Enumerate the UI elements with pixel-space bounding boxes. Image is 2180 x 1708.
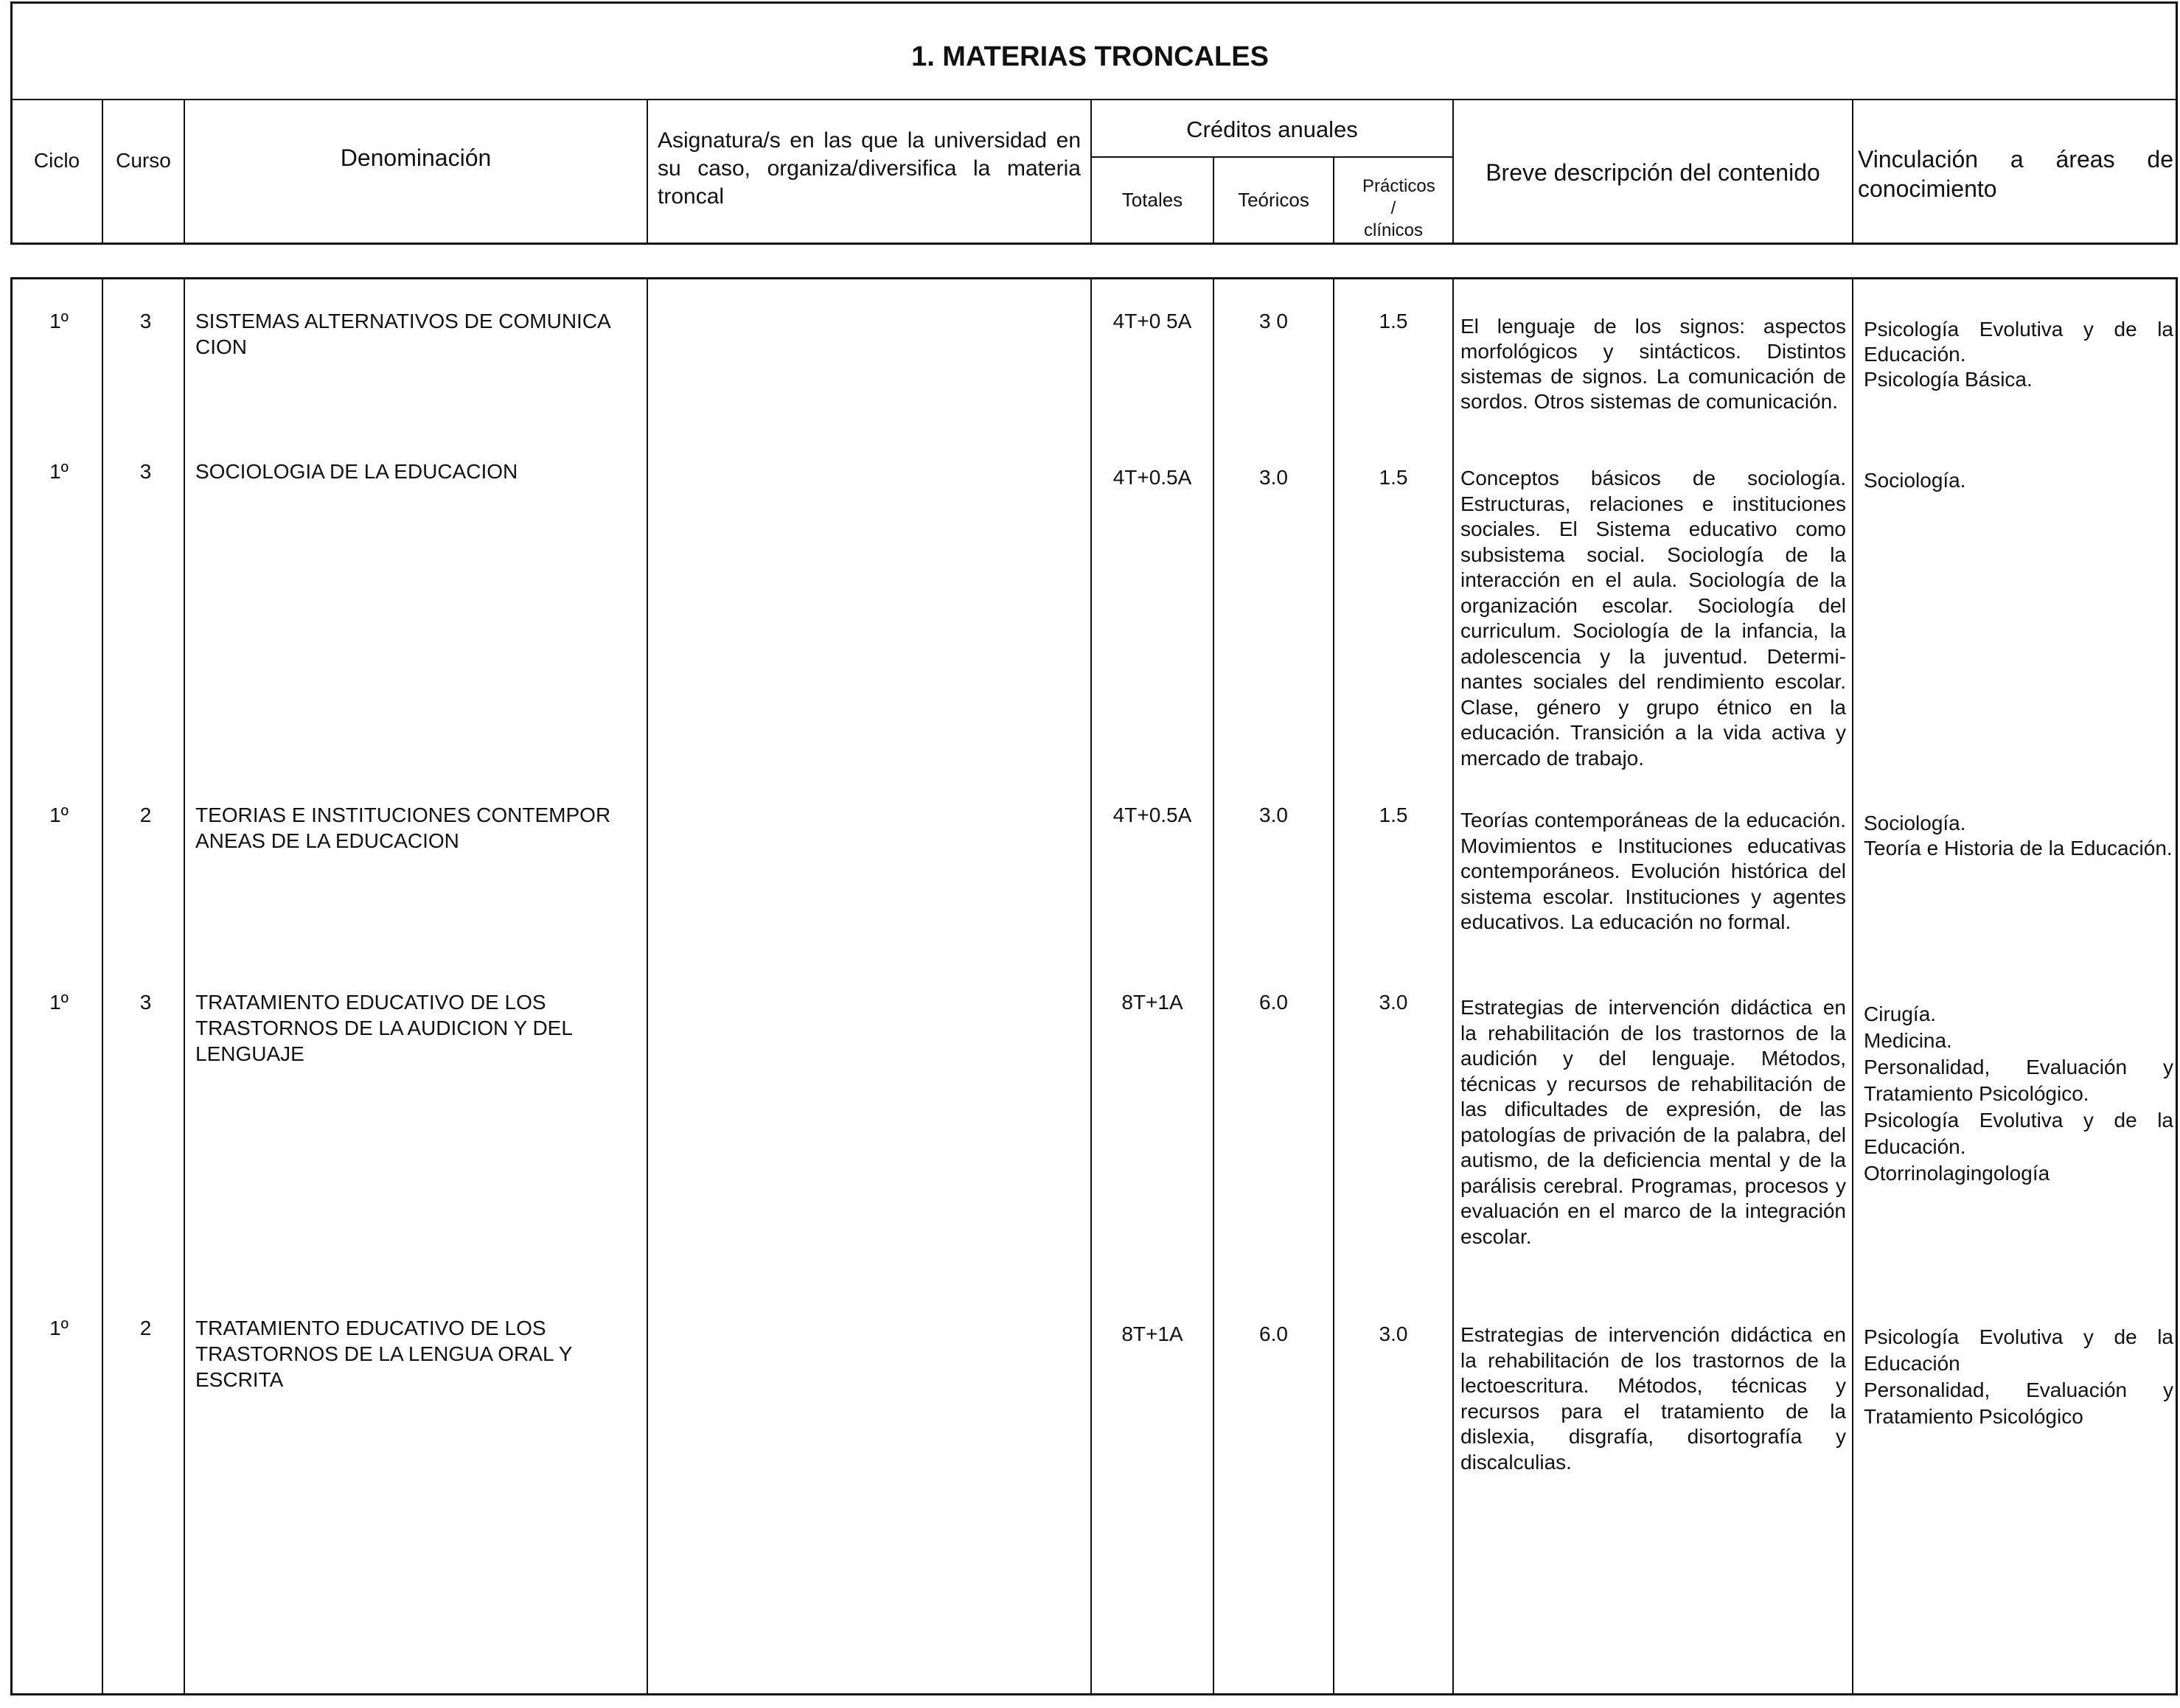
header-vinculacion: Vinculación a áreas de conocimiento [1858,146,2173,202]
cell-practicos: 1.5 [1379,466,1408,489]
vinculacion-item: Cirugía. [1864,1003,1937,1025]
header-practicos: Prácticos / clínicos [1362,176,1435,240]
cell-descripcion: Estrategias de intervención didáctica en la rehabilitación de los trastornos de la audición y del lenguaje. Métodos, técnicas y recursos de rehabilitación de las dificultades de expresión, de las patologías de privación de la palabra, del autismo, de la deficiencia mental y de la parálisis cerebral. Programas, procesos y evaluación en el marco de la integración escolar. [1460,996,1846,1248]
cell-totales: 4T+0.5A [1112,804,1192,826]
cell-descripcion: Conceptos básicos de sociología. Estructuras, relaciones e instituciones sociales. El Sistema educativo como subsistema social. Sociología de la interacción en el aula. Sociología de la organización escolar. Sociología del curriculum. Sociología de la infancia, la adolescencia y la juventud. Determi-nantes sociales del rendimiento escolar. Clase, género y grupo étnico en la educación. Transición a la vida activa y mercado de trabajo. [1460,467,1846,770]
col-divider [184,277,185,1695]
cell-vinculacion [1864,811,2173,861]
vinculacion-item: Otorrinolagingología [1864,1162,2050,1185]
col-divider [647,277,648,1695]
cell-vinculacion [1864,467,2173,493]
header-ciclo: Ciclo [33,149,80,172]
cell-totales: 8T+1A [1121,1322,1183,1345]
cell-denominacion: TEORIAS E INSTITUCIONES CONTEMPORANEAS DE LA EDUCACION [195,804,611,852]
cell-vinculacion [1864,1001,2173,1187]
col-divider [184,99,185,243]
cell-practicos: 1.5 [1379,310,1408,332]
col-divider [1852,99,1853,243]
cell-denominacion: SISTEMAS ALTERNATIVOS DE COMUNICACION [195,310,611,358]
cell-denominacion: TRATAMIENTO EDUCATIVO DE LOS TRASTORNOS DE LA AUDICION Y DEL LENGUAJE [195,991,572,1065]
cell-totales: 4T+0.5A [1112,466,1192,489]
cell-ciclo: 1º [49,1317,69,1339]
header-teoricos: Teóricos [1238,189,1309,211]
cell-ciclo: 1º [49,804,69,826]
vinculacion-item: Personalidad, Evaluación y Tratamiento Psicológico. [1864,1056,2173,1105]
header-creditos: Créditos anuales [1186,116,1358,142]
cell-practicos: 3.0 [1379,1322,1408,1345]
cell-practicos: 1.5 [1379,804,1408,826]
cell-ciclo: 1º [49,460,69,483]
vinculacion-item: Teoría e Historia de la Educación. [1864,837,2173,860]
creditos-divider [1090,156,1452,158]
header-curso: Curso [116,149,171,172]
vinculacion-item: Psicología Evolutiva y de la Educación. [1864,318,2173,366]
cell-ciclo: 1º [49,310,69,332]
cell-totales: 8T+1A [1121,991,1183,1014]
vinculacion-item: Psicología Evolutiva y de la Educación. [1864,1109,2173,1158]
vinculacion-item: Sociología. [1864,812,1966,834]
cell-ciclo: 1º [49,991,69,1014]
cell-teoricos: 3.0 [1259,804,1288,826]
col-divider [1852,277,1853,1695]
cell-vinculacion [1864,1324,2173,1430]
cell-descripcion: Estrategias de intervención didáctica en la rehabilitación de los trastornos de la lectoescritura. Métodos, técnicas y recursos para el tratamiento de la dislexia, disgrafía, disortografía y discalculias. [1460,1323,1846,1474]
cell-curso: 2 [139,1317,152,1339]
header-descripcion: Breve descripción del contenido [1486,159,1820,186]
header-denominacion: Denominación [340,144,492,171]
vinculacion-item: Sociología. [1864,469,1966,492]
cell-teoricos: 6.0 [1259,991,1288,1014]
header-totales: Totales [1121,189,1183,211]
page-title: 1. MATERIAS TRONCALES [911,41,1269,72]
cell-totales: 4T+0 5A [1112,310,1192,332]
cell-curso: 3 [139,310,152,332]
cell-teoricos: 3.0 [1259,466,1288,489]
cell-curso: 3 [139,991,152,1014]
cell-teoricos: 6.0 [1259,1322,1288,1345]
vinculacion-item: Psicología Básica. [1864,368,2033,391]
cell-practicos: 3.0 [1379,991,1408,1014]
cell-curso: 2 [139,804,152,826]
cell-vinculacion [1864,317,2173,392]
cell-teoricos: 3 0 [1259,310,1288,332]
header-asignatura: Asignatura/s en las que la universidad en su caso, organiza/diversifica la materia troncal [658,128,1081,209]
col-divider [102,277,103,1695]
vinculacion-item: Medicina. [1864,1029,1952,1052]
cell-descripcion: El lenguaje de los signos: aspectos morfológicos y sintácticos. Distintos sistemas de signos. La comunicación de sordos. Otros sistemas de comunicación. [1460,315,1846,413]
cell-curso: 3 [139,460,152,483]
col-divider [647,99,648,243]
col-divider [1452,277,1454,1695]
vinculacion-item: Psicología Evolutiva y de la Educación [1864,1325,2173,1375]
cell-denominacion: SOCIOLOGIA DE LA EDUCACION [195,460,518,483]
cell-descripcion: Teorías contemporáneas de la educación. Movimientos e Instituciones educativas contemporáneos. Evolución histórica del sistema escolar. Instituciones y agentes educativos. La educación no formal. [1460,809,1846,933]
cell-denominacion: TRATAMIENTO EDUCATIVO DE LOS TRASTORNOS DE LA LENGUA ORAL Y ESCRITA [195,1317,572,1391]
vinculacion-item: Personalidad, Evaluación y Tratamiento Psicológico [1864,1378,2173,1428]
